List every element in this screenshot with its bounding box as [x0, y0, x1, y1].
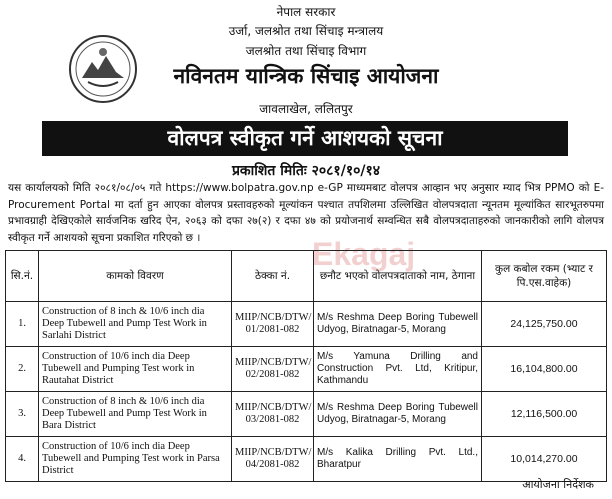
table-row	[6, 392, 607, 437]
project-title: नविनतम यान्त्रिक सिंचाइ आयोजना	[173, 64, 439, 88]
row-contract-no: MIIP/NCB/DTW/ 02/2081-082	[232, 347, 314, 392]
row-contract-no: MIIP/NCB/DTW/ 04/2081-082	[232, 437, 314, 482]
row-bidder: M/s Kalika Drilling Pvt. Ltd., Bharatpur	[314, 437, 482, 482]
col-header-contract: ठेक्का नं.	[232, 251, 314, 302]
row-contract-no: MIIP/NCB/DTW/ 01/2081-082	[232, 302, 314, 347]
location-line: जावलाखेल, ललितपुर	[259, 102, 353, 116]
row-amount: 24,125,750.00	[482, 302, 607, 347]
table-row	[6, 302, 607, 347]
row-sn: 4.	[6, 437, 39, 482]
row-sn: 1.	[6, 302, 39, 347]
government-line: नेपाल सरकार	[276, 5, 336, 19]
row-contract-no: MIIP/NCB/DTW/ 03/2081-082	[232, 392, 314, 437]
row-description: Construction of 8 inch & 10/6 inch dia Deep Tubewell and Pump Test Work in Bara District	[39, 392, 232, 437]
notice-body: यस कार्यालयको मिति २०८१/०८/०५ गते https://www.bolpatra.gov.np e-GP माध्यमबाट वोलपत्र आव्हान भए अनुसार म्याद भित्र PPMO को E-Procurement Portal मा दर्ता हुन आएका वोलपत्र प्रस्तावहरुको मूल्यांकन पश्चात तपशिलमा उल्लिखित वोलपत्रदाता न्यूनतम मूल्यांकित सारभूतरुपमा प्रभावग्राही देखिएकोले सार्वजनिक खरिद ऐन, २०६३ को दफा २७(२) र दफा ४७ को प्रयोजनार्थ सम्वन्धित सबै वोलपत्रदाताहरुको जानकारीको लागि वोलपत्र स्वीकृत गर्ने आशयको सूचना प्रकाशित गरिएको छ ।	[8, 182, 604, 244]
watermark: Ekagaj	[312, 236, 416, 272]
row-bidder: M/s Reshma Deep Boring Tubewell Udyog, Biratnagar-5, Morang	[314, 392, 482, 437]
table-row	[6, 437, 607, 482]
department-line: जलश्रोत तथा सिंचाइ विभाग	[245, 44, 367, 58]
col-header-bidder: छनौट भएको वोलपत्रदाताको नाम, ठेगाना	[314, 251, 482, 302]
table-row	[6, 347, 607, 392]
row-description: Construction of 10/6 inch dia Deep Tubewell and Pumping Test work in Parsa District	[39, 437, 232, 482]
col-header-sn: सि.नं.	[6, 251, 39, 302]
col-header-amount: कुल कबोल रकम (भ्याट र पि.एस.वाहेक)	[482, 251, 607, 302]
row-bidder: M/s Reshma Deep Boring Tubewell Udyog, Biratnagar-5, Morang	[314, 302, 482, 347]
notice-banner: वोलपत्र स्वीकृत गर्ने आशयको सूचना	[42, 121, 568, 156]
row-sn: 2.	[6, 347, 39, 392]
row-amount: 10,014,270.00	[482, 437, 607, 482]
row-amount: 16,104,800.00	[482, 347, 607, 392]
row-description: Construction of 8 inch & 10/6 inch dia Deep Tubewell and Pump Test Work in Sarlahi District	[39, 302, 232, 347]
col-header-desc: कामको विवरण	[39, 251, 232, 302]
row-bidder: M/s Yamuna Drilling and Construction Pvt. Ltd, Kritipur, Kathmandu	[314, 347, 482, 392]
row-amount: 12,116,500.00	[482, 392, 607, 437]
row-sn: 3.	[6, 392, 39, 437]
ministry-line: उर्जा, जलश्रोत तथा सिंचाइ मन्त्रालय	[228, 24, 384, 38]
row-description: Construction of 10/6 inch dia Deep Tubewell and Pumping Test work in Rautahat District	[39, 347, 232, 392]
published-date: प्रकाशित मितिः २०८१/१०/१४	[231, 163, 381, 179]
signatory-title: आयोजना निर्देशक	[522, 478, 594, 491]
award-table	[5, 250, 607, 482]
table-header-row	[6, 251, 607, 302]
